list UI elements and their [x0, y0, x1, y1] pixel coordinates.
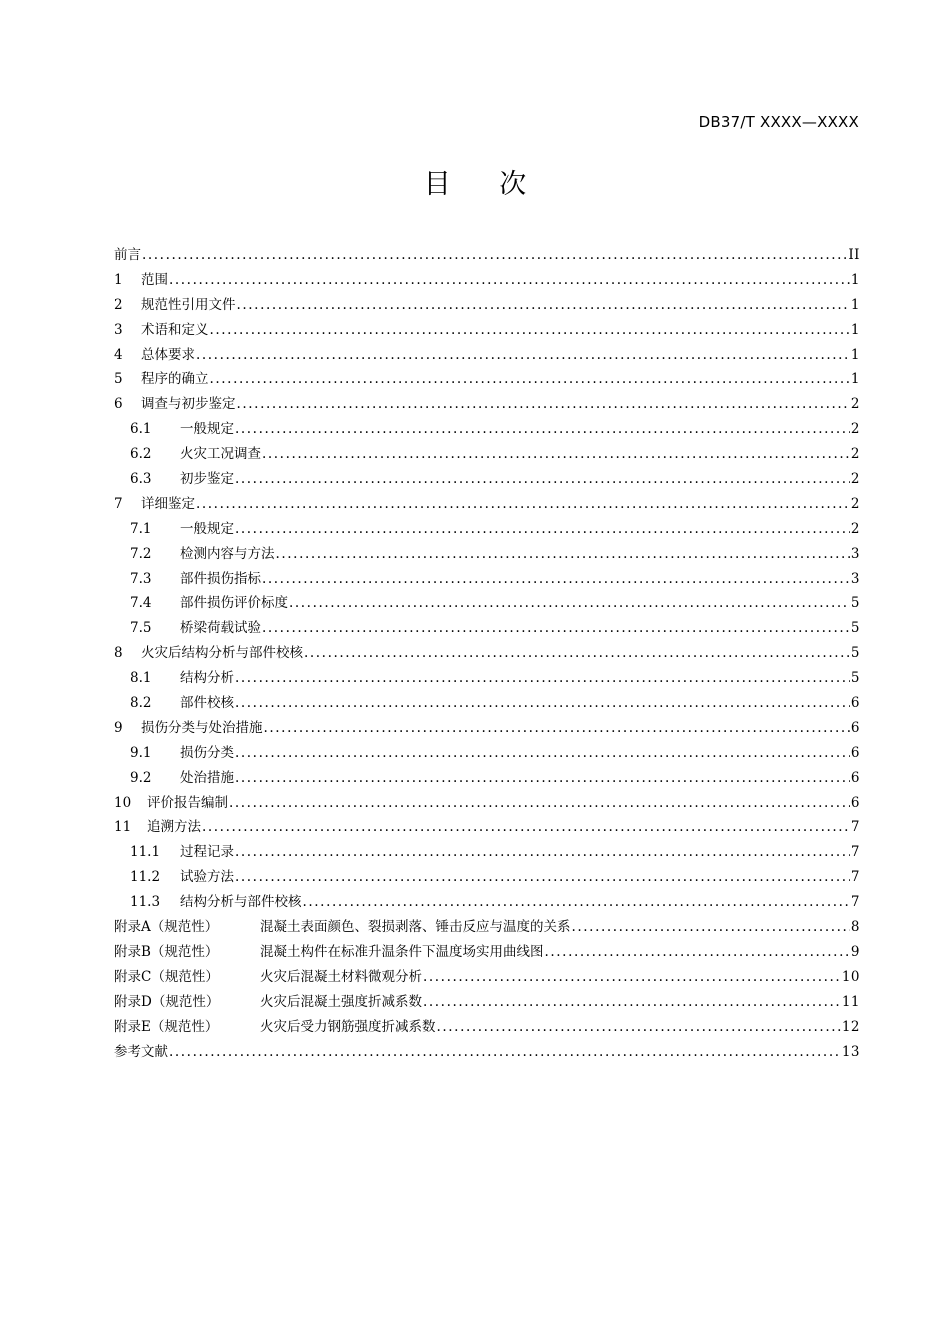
toc-entry-number: 7.4 [130, 595, 152, 612]
toc-entry-page: 1 [850, 346, 860, 363]
toc-entry-number: 10 [114, 794, 132, 811]
toc-entry-page: 1 [850, 371, 860, 388]
toc-entry-number: 11 [114, 819, 132, 836]
toc-entry-number: 11.2 [130, 869, 161, 886]
toc-leader-dots [545, 940, 850, 965]
toc-entry-page: 5 [850, 620, 860, 637]
toc-leader-dots [169, 268, 850, 293]
toc-entry-page: 6 [850, 794, 860, 811]
toc-entry-title: 部件校核 [180, 695, 234, 712]
toc-entry-title: 损伤分类 [180, 744, 234, 761]
toc-entry-title: 一般规定 [180, 520, 234, 537]
toc-entry-title: 前言 [114, 247, 141, 263]
toc-entry-title: 调查与初步鉴定 [141, 396, 236, 413]
toc-entry-title: 一般规定 [180, 421, 234, 438]
toc-entry-number: 7 [114, 495, 123, 512]
toc-entry[interactable] [114, 542, 860, 567]
document-code: DB37/T XXXX—XXXX [698, 113, 859, 131]
toc-entry[interactable] [114, 467, 860, 492]
toc-leader-dots [572, 915, 850, 940]
toc-entry[interactable] [114, 417, 860, 442]
toc-entry-page: 6 [850, 719, 860, 736]
toc-entry-page: 6 [850, 769, 860, 786]
toc-entry-number: 4 [114, 346, 123, 363]
toc-entry-title: 范围 [141, 271, 168, 288]
toc-leader-dots [235, 766, 850, 791]
toc-entry-page: 3 [850, 570, 860, 587]
toc-entry-title: 火灾后受力钢筋强度折减系数 [260, 1018, 436, 1035]
toc-entry-number: 8.2 [130, 695, 152, 712]
toc-leader-dots [142, 243, 847, 268]
toc-leader-dots [262, 442, 850, 467]
toc-entry-number: 附录D（规范性） [114, 993, 220, 1010]
toc-entry-number: 5 [114, 371, 123, 388]
toc-entry[interactable] [114, 392, 860, 417]
toc-entry[interactable] [114, 741, 860, 766]
toc-leader-dots [304, 641, 850, 666]
toc-leader-dots [235, 517, 850, 542]
toc-entry-title: 规范性引用文件 [141, 296, 236, 313]
toc-entry-title: 试验方法 [180, 869, 234, 886]
toc-entry-title: 桥梁荷载试验 [180, 620, 261, 637]
toc-leader-dots [262, 616, 850, 641]
toc-entry-title: 部件损伤指标 [180, 570, 261, 587]
toc-entry-page: 11 [841, 993, 860, 1010]
toc-entry-page: 2 [850, 471, 860, 488]
toc-leader-dots [235, 840, 850, 865]
toc-entry-page: 10 [841, 968, 860, 985]
toc-entry-number: 6 [114, 396, 123, 413]
toc-leader-dots [262, 567, 850, 592]
toc-entry-page: 2 [850, 520, 860, 537]
toc-entry-number: 8.1 [130, 670, 152, 687]
toc-list [114, 243, 860, 1064]
toc-entry-page: 5 [850, 595, 860, 612]
toc-leader-dots [202, 815, 850, 840]
toc-entry[interactable] [114, 815, 860, 840]
toc-entry-number: 8 [114, 645, 123, 662]
toc-leader-dots [423, 965, 841, 990]
toc-entry[interactable] [114, 567, 860, 592]
toc-entry-number: 附录B（规范性） [114, 943, 219, 960]
toc-entry-title: 程序的确立 [141, 371, 209, 388]
toc-leader-dots [235, 417, 850, 442]
toc-entry-page: 7 [850, 894, 860, 911]
toc-leader-dots [196, 343, 850, 368]
toc-leader-dots [289, 591, 850, 616]
toc-entry-number: 11.3 [130, 894, 161, 911]
toc-leader-dots [229, 791, 850, 816]
toc-leader-dots [276, 542, 850, 567]
toc-entry-number: 6.1 [130, 421, 152, 438]
toc-leader-dots [235, 865, 850, 890]
toc-entry-page: 2 [850, 495, 860, 512]
toc-entry-page: 1 [850, 296, 860, 313]
toc-entry-page: 1 [850, 271, 860, 288]
toc-entry[interactable] [114, 990, 860, 1015]
toc-entry[interactable] [114, 517, 860, 542]
toc-entry-page: 7 [850, 869, 860, 886]
toc-entry-title: 术语和定义 [141, 321, 209, 338]
toc-entry[interactable] [114, 691, 860, 716]
toc-leader-dots [303, 890, 850, 915]
toc-entry[interactable] [114, 791, 860, 816]
toc-entry[interactable] [114, 666, 860, 691]
toc-entry-title: 部件损伤评价标度 [180, 595, 288, 612]
toc-entry[interactable] [114, 591, 860, 616]
toc-entry-number: 11.1 [130, 844, 161, 861]
toc-entry-number: 6.2 [130, 446, 152, 463]
toc-entry-number: 9 [114, 719, 123, 736]
toc-entry[interactable] [114, 915, 860, 940]
toc-entry[interactable] [114, 442, 860, 467]
toc-entry-number: 9.2 [130, 769, 152, 786]
toc-entry-number: 2 [114, 296, 123, 313]
toc-leader-dots [196, 492, 850, 517]
toc-entry-number: 附录C（规范性） [114, 968, 219, 985]
toc-entry-page: 2 [850, 396, 860, 413]
toc-leader-dots [235, 467, 850, 492]
toc-leader-dots [437, 1015, 841, 1040]
toc-leader-dots [264, 716, 850, 741]
toc-entry-page: 12 [841, 1018, 860, 1035]
toc-entry-page: 2 [850, 446, 860, 463]
toc-entry-number: 附录A（规范性） [114, 919, 219, 936]
toc-entry[interactable] [114, 616, 860, 641]
toc-entry-number: 9.1 [130, 744, 152, 761]
toc-entry-title: 火灾后结构分析与部件校核 [141, 645, 303, 662]
toc-entry[interactable] [114, 492, 860, 517]
toc-entry-title: 火灾后混凝土强度折减系数 [260, 993, 422, 1010]
toc-entry-title: 火灾后混凝土材料微观分析 [260, 968, 422, 985]
toc-entry-page: 1 [850, 321, 860, 338]
toc-entry-title: 追溯方法 [147, 819, 201, 836]
toc-entry-number: 7.3 [130, 570, 152, 587]
toc-leader-dots [210, 318, 850, 343]
toc-entry[interactable] [114, 293, 860, 318]
toc-entry-title: 总体要求 [141, 346, 195, 363]
toc-entry-title: 检测内容与方法 [180, 545, 275, 562]
toc-entry-number: 7.5 [130, 620, 152, 637]
toc-entry[interactable] [114, 641, 860, 666]
toc-leader-dots [169, 1040, 841, 1065]
toc-leader-dots [237, 392, 850, 417]
toc-entry-page: 3 [850, 545, 860, 562]
toc-entry-title: 火灾工况调查 [180, 446, 261, 463]
toc-entry[interactable] [114, 865, 860, 890]
toc-entry[interactable] [114, 367, 860, 392]
toc-title: 目 次 [423, 169, 547, 200]
toc-entry-title: 参考文献 [114, 1043, 168, 1060]
toc-entry[interactable] [114, 1015, 860, 1040]
toc-entry[interactable] [114, 716, 860, 741]
toc-entry-number: 附录E（规范性） [114, 1018, 219, 1035]
toc-entry-page: 2 [850, 421, 860, 438]
toc-entry-page: 6 [850, 744, 860, 761]
toc-leader-dots [423, 990, 841, 1015]
toc-entry[interactable] [114, 766, 860, 791]
toc-entry-title: 详细鉴定 [141, 495, 195, 512]
toc-entry-page: 13 [841, 1043, 860, 1060]
toc-entry-number: 6.3 [130, 471, 152, 488]
toc-leader-dots [235, 741, 850, 766]
toc-entry-number: 3 [114, 321, 123, 338]
toc-entry-page: 5 [850, 645, 860, 662]
toc-entry-number: 7.2 [130, 545, 152, 562]
toc-entry-title: 结构分析与部件校核 [180, 894, 302, 911]
toc-leader-dots [235, 666, 850, 691]
toc-entry[interactable] [114, 343, 860, 368]
toc-entry[interactable] [114, 268, 860, 293]
toc-entry[interactable] [114, 940, 860, 965]
toc-entry-title: 损伤分类与处治措施 [141, 719, 263, 736]
toc-entry-title: 结构分析 [180, 670, 234, 687]
toc-entry-title: 处治措施 [180, 769, 234, 786]
toc-entry-title: 混凝土表面颜色、裂损剥落、锤击反应与温度的关系 [260, 919, 571, 936]
toc-leader-dots [235, 691, 850, 716]
toc-entry[interactable] [114, 965, 860, 990]
toc-entry-title: 初步鉴定 [180, 471, 234, 488]
toc-entry[interactable] [114, 318, 860, 343]
toc-entry-page: 7 [850, 819, 860, 836]
toc-entry-title: 评价报告编制 [147, 794, 228, 811]
toc-entry-page: 8 [850, 919, 860, 936]
toc-entry-number: 1 [114, 271, 123, 288]
toc-entry[interactable] [114, 890, 860, 915]
toc-entry[interactable] [114, 1040, 860, 1065]
toc-entry-page: II [848, 247, 860, 263]
toc-entry-title: 混凝土构件在标准升温条件下温度场实用曲线图 [260, 943, 544, 960]
toc-entry[interactable] [114, 243, 860, 268]
toc-entry-page: 6 [850, 695, 860, 712]
toc-entry-page: 7 [850, 844, 860, 861]
toc-leader-dots [210, 367, 850, 392]
toc-leader-dots [237, 293, 850, 318]
toc-entry-title: 过程记录 [180, 844, 234, 861]
toc-entry-page: 9 [850, 943, 860, 960]
toc-entry[interactable] [114, 840, 860, 865]
toc-entry-page: 5 [850, 670, 860, 687]
toc-entry-number: 7.1 [130, 520, 152, 537]
